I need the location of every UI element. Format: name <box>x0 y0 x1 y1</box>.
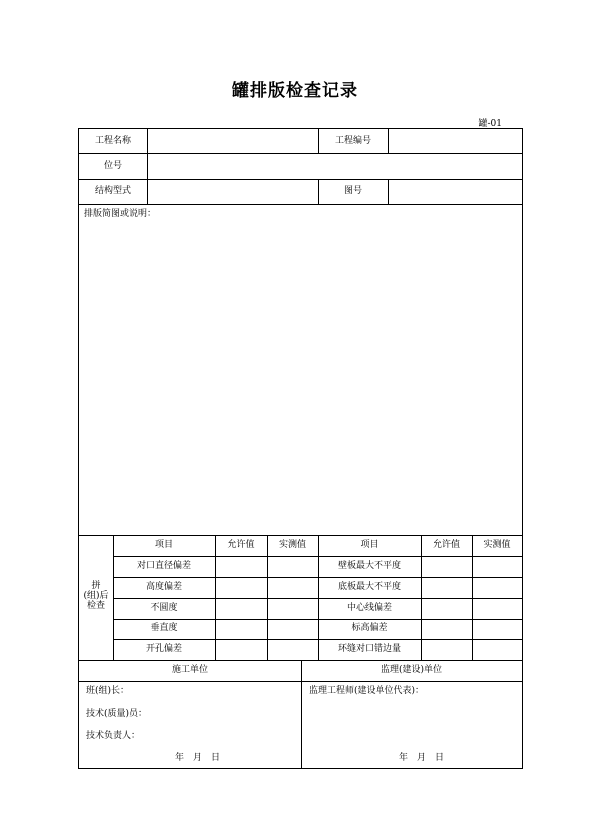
row-divider <box>79 535 522 536</box>
col-divider <box>388 129 389 153</box>
project-no-label: 工程编号 <box>334 136 371 146</box>
assembly-check-label: 拼 (组)后 检查 <box>83 581 109 611</box>
col-header-item: 项目 <box>154 540 173 550</box>
col-divider <box>388 179 389 204</box>
row-divider <box>79 204 522 205</box>
drawing-label: 图号 <box>343 186 362 196</box>
position-label: 位号 <box>103 161 122 171</box>
construction-unit-label: 施工单位 <box>171 665 208 675</box>
document-title: 罐排版检查记录 <box>232 81 358 101</box>
check-item: 中心线偏差 <box>346 603 392 613</box>
check-item: 垂直度 <box>150 623 178 633</box>
col-divider <box>301 660 302 769</box>
row-divider <box>79 179 522 180</box>
form-code: 罐-01 <box>478 119 502 129</box>
col-divider <box>147 179 148 204</box>
check-item: 标高偏差 <box>351 623 388 633</box>
col-divider <box>421 535 422 660</box>
col-divider <box>147 129 148 153</box>
date-right: 年 月 日 <box>399 753 445 763</box>
col-divider <box>267 535 268 660</box>
supervisor-label: 监理工程师(建设单位代表)： <box>309 686 425 696</box>
row-divider <box>79 153 522 154</box>
col-divider <box>215 535 216 660</box>
col-divider <box>147 153 148 179</box>
structure-label: 结构型式 <box>94 186 131 196</box>
col-header-item: 项目 <box>360 540 379 550</box>
technical-quality-label: 技术(质量)员： <box>86 709 148 719</box>
check-item: 底板最大不平度 <box>337 582 401 592</box>
technical-lead-label: 技术负责人： <box>86 731 141 741</box>
layout-desc-label: 排版简图或说明： <box>84 209 157 219</box>
check-item: 高度偏差 <box>145 582 182 592</box>
check-item: 壁板最大不平度 <box>337 561 401 571</box>
col-divider <box>113 535 114 660</box>
col-header-measured: 实测值 <box>483 540 511 550</box>
col-divider <box>318 535 319 660</box>
date-left: 年 月 日 <box>175 753 221 763</box>
project-name-label: 工程名称 <box>94 136 131 146</box>
supervision-unit-label: 监理(建设)单位 <box>380 665 443 675</box>
team-leader-label: 班(组)长： <box>86 686 130 696</box>
check-item: 开孔偏差 <box>145 644 182 654</box>
check-item: 环缝对口错边量 <box>337 644 401 654</box>
check-item: 不圆度 <box>150 603 178 613</box>
col-header-measured: 实测值 <box>278 540 306 550</box>
inspection-form <box>78 128 523 769</box>
col-header-allowed: 允许值 <box>227 540 255 550</box>
col-header-allowed: 允许值 <box>432 540 460 550</box>
check-item: 对口直径偏差 <box>136 561 191 571</box>
col-divider <box>472 535 473 660</box>
